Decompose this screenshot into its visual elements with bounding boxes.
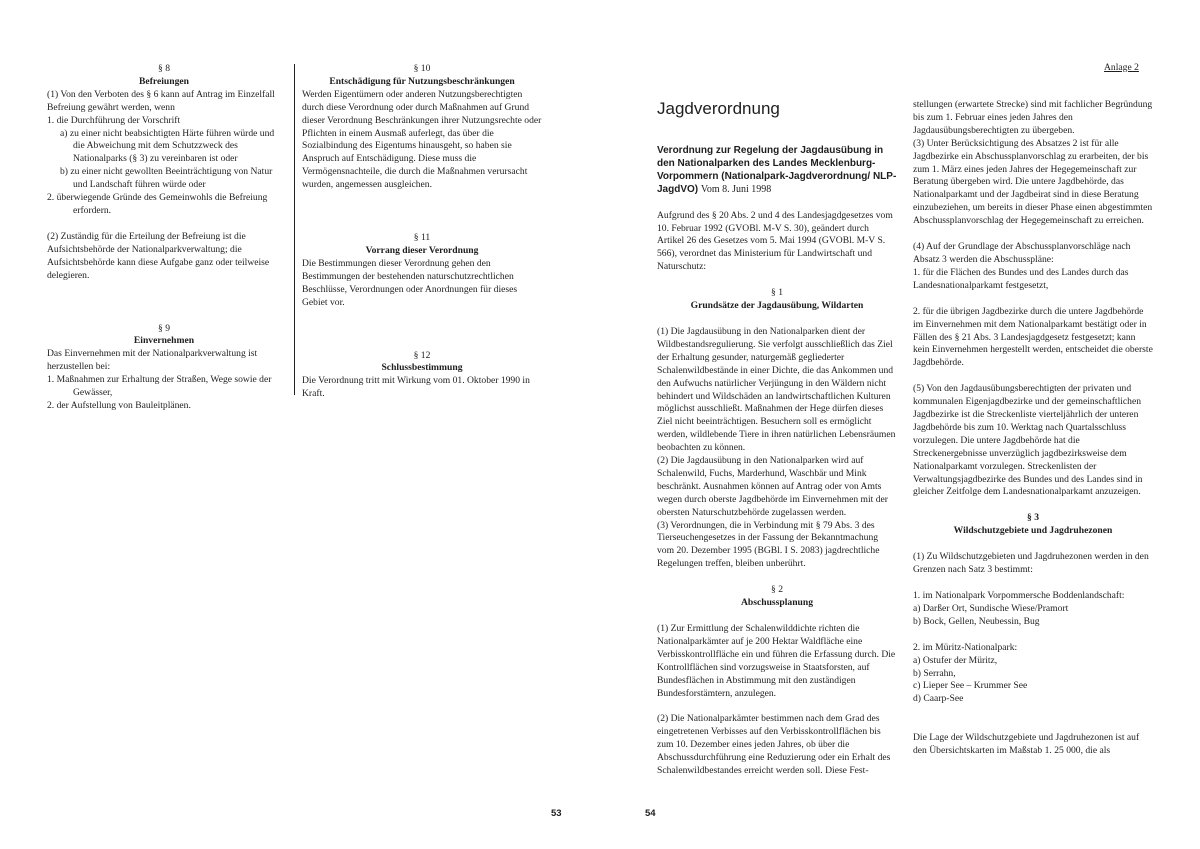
section-11-title: Vorrang dieser Verordnung [365, 244, 479, 256]
section-3-item-1: 1. im Nationalpark Vorpommersche Boddenlandschaft: [913, 590, 1125, 601]
section-10-para-1: Werden Eigentümern oder anderen Nutzungsberechtigten durch diese Verordnung oder durch Maßnahmen auf Grund dieser Verordnung Beschränkungen ihrer Nutzungsrechte oder Pflichten in einem Ausmaß auferlegt, das über die Sozialbindung des Eigentums hinausgeht, so haben sie Anspruch auf Entschädigung. Diese muss die Vermögensnachteile, die durch die Maßnahmen verursacht wurden, angemessen ausgleichen. [302, 88, 542, 191]
section-2-para-2: (2) Die Nationalparkämter bestimmen nach dem Grad des eingetretenen Verbisses auf den Verbisskontrollflächen bis zum 10. Dezember eines jeden Jahres, ob über die Abschussdurchführung eine Reduzierung oder ein Erhalt des Schalenwildbestandes erreicht werden soll. Diese Fest- [657, 713, 891, 777]
section-1-para-3: (3) Verordnungen, die in Verbindung mit § 79 Abs. 3 des Tierseuchengesetzes in der Fassung der Bekanntmachung vom 20. Dezember 1995 (BGBl. I S. 2083) jagdrechtliche Regelungen treffen, bleiben unberührt. [657, 519, 880, 570]
subtitle-text: Verordnung zur Regelung der Jagdausübung in den Nationalparken des Landes Mecklenburg-Vorpommern (Nationalpark-Jagdverordnung/ NLP-JagdVO) [657, 145, 897, 195]
section-9-number: § 9 [158, 322, 170, 334]
section-3-item-2a: a) Ostufer der Müritz, [913, 654, 998, 666]
section-3-item-2d: d) Caarp-See [913, 693, 964, 705]
section-1-para-2: (2) Die Jagdausübung in den Nationalparken wird auf Schalenwild, Fuchs, Marderhund, Waschbär und Mink beschränkt. Ausnahmen können auf Antrag oder von Amts wegen durch oberste Jagdbehörde im Einvernehmen mit der obersten Naturschutzbehörde zugelassen werden. [657, 455, 888, 518]
section-3-item-1b: b) Bock, Gellen, Neubessin, Bug [913, 615, 1040, 627]
right-column-2 [913, 99, 1153, 758]
page-number-left: 53 [551, 808, 562, 819]
section-8-item-1b: b) zu einer nicht gewollten Beeinträchtigung von Natur und Landschaft führen würde oder [60, 166, 273, 191]
section-12-para-1: Die Verordnung tritt mit Wirkung vom 01. Oktober 1990 in Kraft. [302, 375, 530, 400]
section-9-title: Einvernehmen [133, 335, 195, 347]
section-8-para-1: (1) Von den Verboten des § 6 kann auf Antrag im Einzelfall Befreiung gewährt werden, wenn [47, 88, 275, 113]
section-2-para-4-item-2: 2. für die übrigen Jagdbezirke durch die untere Jagdbehörde im Einvernehmen mit dem Nationalparkamt bestätigt oder in Fällen des § 21 Abs. 3 Landesjagdgesetz festgesetzt; kann kein Einvernehmen hergestellt werden, entscheidet die oberste Jagdbehörde. [913, 305, 1153, 369]
section-10-number: § 10 [413, 63, 431, 74]
section-8-para-2: (2) Zuständig für die Erteilung der Befreiung ist die Aufsichtsbehörde der Nationalparkverwaltung; die Aufsichtsbehörde kann diese Aufgabe ganz oder teilweise delegieren. [47, 230, 270, 281]
section-2-para-1: (1) Zur Ermittlung der Schalenwilddichte richten die Nationalparkämter auf je 200 Hektar Waldfläche eine Verbisskontrollfläche ein und führen die Erfassung durch. Die Kontrollflächen sind vorzugsweise in Staatsforsten, auf Bundesflächen in Abstimmung mit den zuständigen Bundesforstämtern, anzulegen. [657, 623, 896, 699]
anlage-label: Anlage 2 [1104, 62, 1139, 73]
section-1-number: § 1 [771, 287, 783, 299]
column-divider [294, 64, 295, 395]
left-column-2 [302, 63, 542, 401]
section-2-para-5: (5) Von den Jagdausübungsberechtigten der privaten und kommunalen Eigenjagdbezirke und der gemeinschaftlichen Jagdbezirke ist die Streckenliste vierteljährlich der unteren Jagdbehörde bis zum 10. Werktag nach Quartalsschluss vorzulegen. Die untere Jagdbehörde hat die Streckenergebnisse unverzüglich jagdbezirksweise dem Nationalparkamt vorzulegen. Streckenlisten der Verwaltungsjagdbezirke des Bundes und des Landes sind in gleicher Zeitfolge dem Landesnationalparkamt anzuzeigen. [913, 383, 1143, 498]
subtitle-date: Vom 8. Juni 1998 [700, 183, 772, 195]
section-12-title: Schlussbestimmung [381, 362, 463, 374]
section-2-para-4-item-1: 1. für die Flächen des Bundes und des Landes durch das Landesnationalparkamt festgesetzt, [913, 266, 1129, 291]
page-number-right: 54 [645, 808, 656, 819]
section-8-title: Befreiungen [139, 75, 189, 87]
section-8-number: § 8 [158, 63, 170, 74]
section-3-title: Wildschutzgebiete und Jagdruhezonen [953, 525, 1113, 537]
document-title: Jagdverordnung [657, 99, 780, 118]
section-2-para-3: (3) Unter Berücksichtigung des Absatzes 2 ist für alle Jagdbezirke ein Abschussplanvorschlag zu erarbeiten, der bis zum 1. März eines jeden Jahres der Hegegemeinschaft zur Beratung übergeben wird. Die untere Jagdbehörde, das Nationalparkamt und der Jagdbeirat sind in diese Beratung einzubeziehen, um bereits in dieser Phase einen abgestimmten Abschussplanvorschlag der Hegegemeinschaft zu erreichen. [913, 137, 1153, 227]
section-2-para-4: (4) Auf der Grundlage der Abschussplanvorschläge nach Absatz 3 werden die Abschusspläne: [913, 241, 1131, 265]
section-10-title: Entschädigung für Nutzungsbeschränkungen [329, 75, 515, 87]
section-1-para-1: (1) Die Jagdausübung in den Nationalparken dient der Wildbestandsregulierung. Sie verfolgt ausschließlich das Ziel der Erhaltung gesunder, naturgemäß gegliederter Schalenwildbestände in einer Dichte, die das Ankommen und den Aufwuchs natürlicher Verjüngung in den Wäldern nicht behindert und Wildschäden an landwirtschaftlichen Kulturen möglichst ausschließt. Maßnahmen der Hege dürfen dieses Ziel nicht beeinträchtigen. Besuchern soll es ermöglicht werden, wildlebende Tiere in ihren natürlichen Lebensräumen beobachten zu können. [657, 325, 896, 454]
section-11-number: § 11 [413, 232, 431, 244]
document-subtitle [657, 145, 897, 197]
section-3-para-2: Die Lage der Wildschutzgebiete und Jagdruhezonen ist auf den Übersichtskarten im Maßstab 1. 25 000, die als [913, 732, 1140, 757]
section-3-para-1: (1) Zu Wildschutzgebieten und Jagdruhezonen werden in den Grenzen nach Satz 3 bestimmt: [913, 551, 1149, 576]
section-3-item-2c: c) Lieper See – Krummer See [913, 680, 1028, 692]
section-3-item-1a: a) Darßer Ort, Sundische Wiese/Pramort [913, 602, 1069, 614]
intro-paragraph: Aufgrund des § 20 Abs. 2 und 4 des Landesjagdgesetzes vom 10. Februar 1992 (GVOBl. M-V S. 30), geändert durch Artikel 26 des Gesetzes vom 5. Mai 1994 (GVOBl. M-V S. 566), verordnet das Ministerium für Landwirtschaft und Naturschutz: [657, 209, 893, 273]
section-9-item-1: 1. Maßnahmen zur Erhaltung der Straßen, Wege sowie der Gewässer, [47, 374, 272, 399]
right-column-1 [657, 99, 897, 778]
section-8-item-2: 2. überwiegende Gründe des Gemeinwohls die Befreiung erfordern. [47, 192, 268, 216]
section-1-title: Grundsätze der Jagdausübung, Wildarten [690, 300, 864, 312]
section-3-item-2: 2. im Müritz-Nationalpark: [913, 641, 1018, 653]
section-12-number: § 12 [413, 349, 431, 361]
section-11-para-1: Die Bestimmungen dieser Verordnung gehen den Bestimmungen der bestehenden naturschutzrechtlichen Beschlüsse, Verordnungen oder Anordnungen für dieses Gebiet vor. [302, 257, 518, 308]
section-3-item-2b: b) Serrahn, [913, 667, 956, 679]
section-3-number: § 3 [1027, 512, 1039, 524]
section-2-number: § 2 [771, 584, 783, 596]
section-8-item-1a: a) zu einer nicht beabsichtigten Härte führen würde und die Abweichung mit dem Schutzzweck des Nationalparks (§ 3) zu vereinbaren ist oder [60, 127, 275, 165]
section-2-continuation: stellungen (erwartete Strecke) sind mit fachlicher Begründung bis zum 1. Februar eines jeden Jahres den Jagdausübungsberechtigten zu übergeben. [913, 99, 1153, 136]
section-9-para-1: Das Einvernehmen mit der Nationalparkverwaltung ist herzustellen bei: [47, 348, 258, 373]
section-2-title: Abschussplanung [741, 597, 813, 609]
section-8-item-1: 1. die Durchführung der Vorschrift [47, 114, 181, 126]
left-column-1 [47, 63, 281, 413]
section-9-item-2: 2. der Aufstellung von Bauleitplänen. [47, 399, 191, 411]
